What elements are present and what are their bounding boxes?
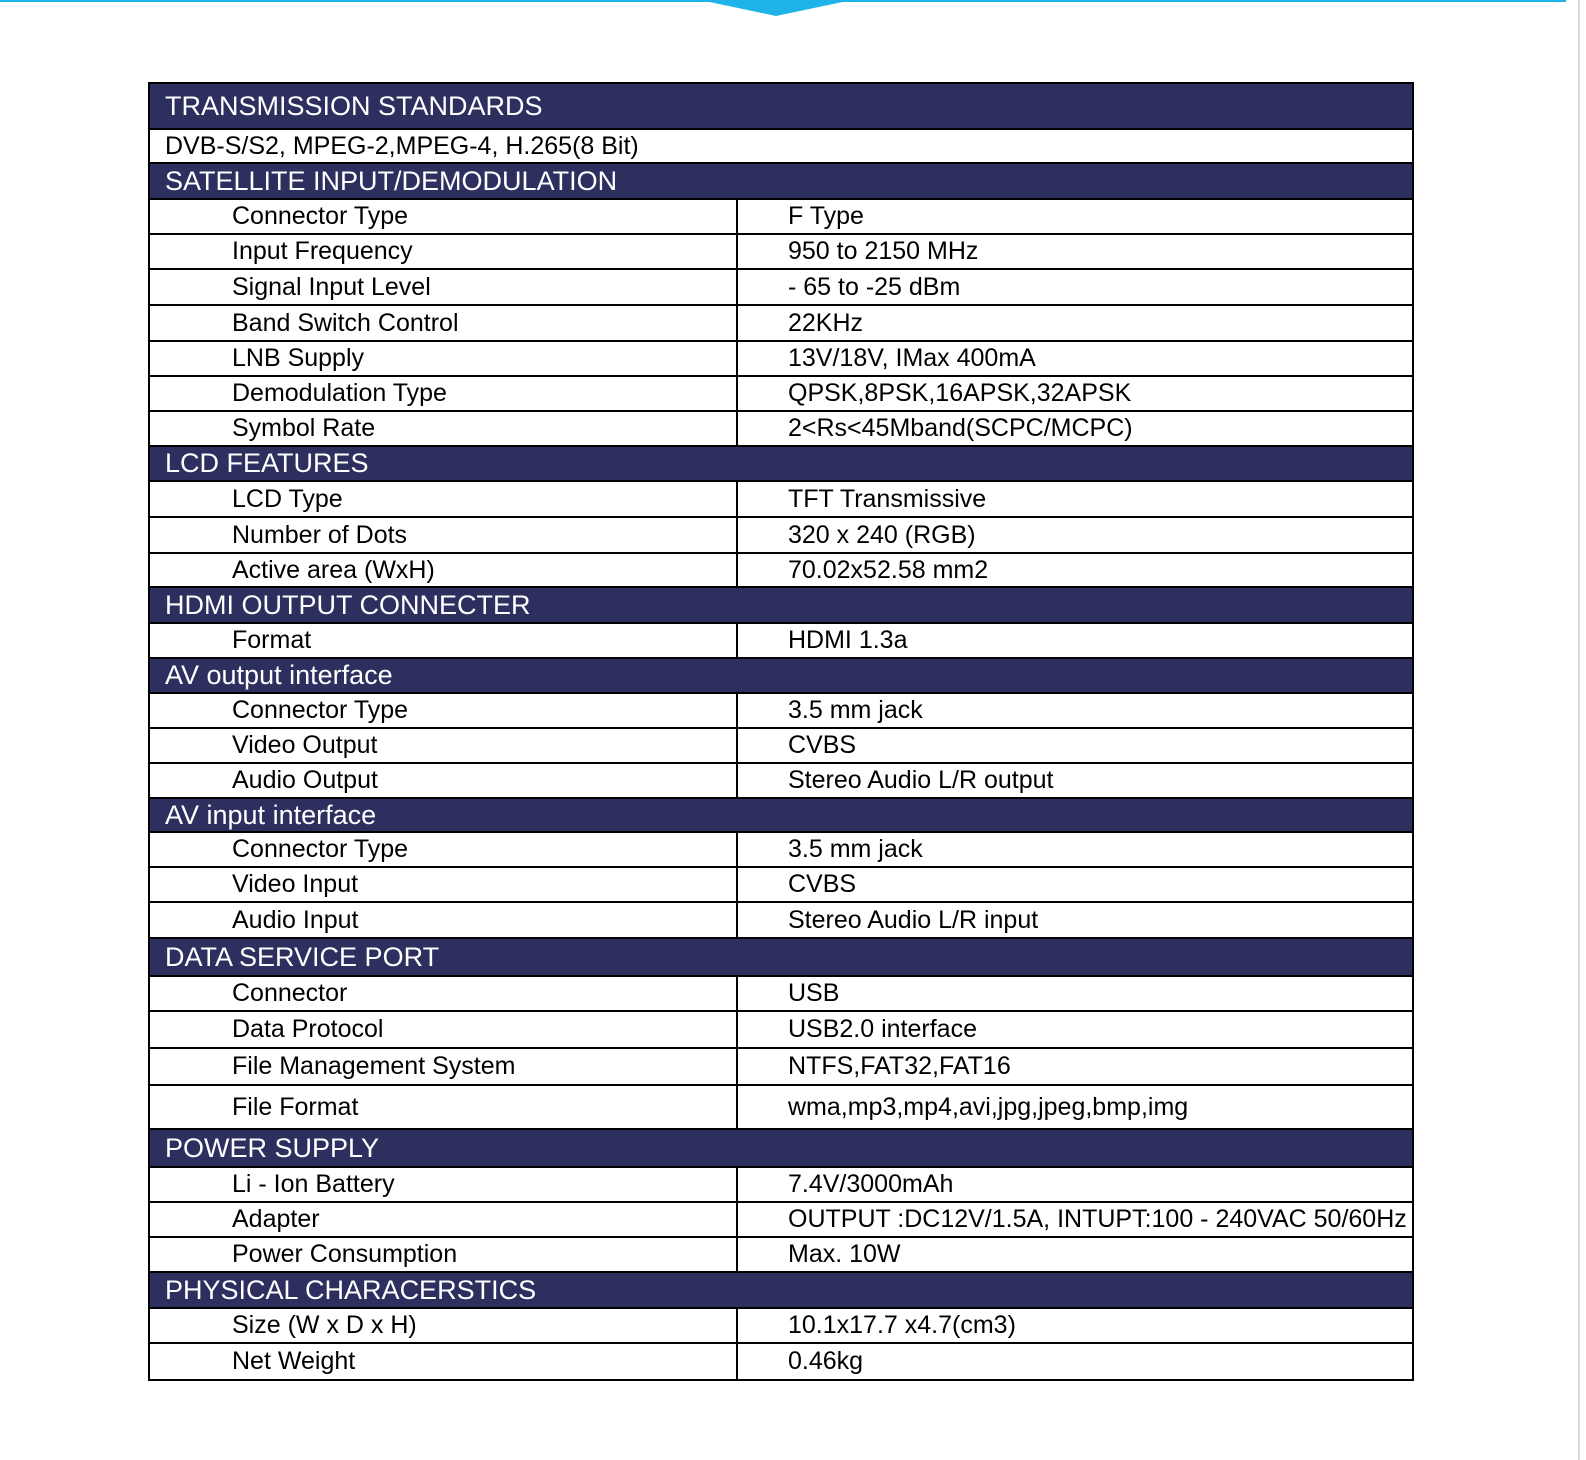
- spec-row: [150, 1084, 1412, 1128]
- section-title: POWER SUPPLY: [165, 1132, 380, 1163]
- spec-label: Active area (WxH): [150, 554, 738, 586]
- spec-label: Audio Output: [150, 764, 738, 797]
- spec-label: Signal Input Level: [150, 270, 738, 304]
- spec-value: 2<Rs<45Mband(SCPC/MCPC): [788, 414, 1133, 442]
- section-title: AV output interface: [165, 660, 393, 690]
- spec-label: LNB Supply: [150, 342, 738, 375]
- section-title: DATA SERVICE PORT: [165, 941, 440, 972]
- spec-value: USB2.0 interface: [788, 1015, 977, 1043]
- spec-label: Format: [150, 624, 738, 657]
- spec-row: [150, 762, 1412, 797]
- spec-row: [150, 198, 1412, 233]
- spec-label: File Format: [150, 1086, 738, 1128]
- spec-value: OUTPUT :DC12V/1.5A, INTUPT:100 - 240VAC 50/60Hz: [788, 1205, 1407, 1233]
- spec-label: Data Protocol: [150, 1012, 738, 1047]
- section-header: [150, 657, 1412, 692]
- spec-value: QPSK,8PSK,16APSK,32APSK: [788, 379, 1132, 407]
- spec-label: Size (W x D x H): [150, 1309, 738, 1342]
- section-header: [150, 937, 1412, 975]
- spec-row: [150, 375, 1412, 410]
- spec-row: [150, 340, 1412, 375]
- spec-value: 10.1x17.7 x4.7(cm3): [788, 1311, 1016, 1339]
- spec-row: [150, 1047, 1412, 1084]
- spec-label: Band Switch Control: [150, 306, 738, 340]
- section-header: [150, 1128, 1412, 1166]
- section-header: [150, 84, 1412, 128]
- section-header: [150, 797, 1412, 831]
- spec-value: Max. 10W: [788, 1240, 901, 1268]
- spec-value: F Type: [788, 202, 864, 230]
- spec-label: Adapter: [150, 1203, 738, 1236]
- spec-value: - 65 to -25 dBm: [788, 272, 961, 301]
- spec-value: 0.46kg: [788, 1347, 864, 1375]
- spec-value: Stereo Audio L/R output: [788, 766, 1054, 794]
- full-row-text: DVB-S/S2, MPEG-2,MPEG-4, H.265(8 Bit): [165, 131, 639, 160]
- spec-label: Net Weight: [150, 1344, 738, 1379]
- full-width-row: [150, 128, 1412, 162]
- spec-value: 3.5 mm jack: [788, 696, 923, 724]
- spec-row: [150, 268, 1412, 304]
- spec-value: CVBS: [788, 870, 857, 898]
- spec-label: Connector Type: [150, 200, 738, 233]
- spec-value: 70.02x52.58 mm2: [788, 555, 989, 584]
- spec-value: HDMI 1.3a: [788, 626, 908, 654]
- spec-row: [150, 1010, 1412, 1047]
- spec-row: [150, 901, 1412, 937]
- spec-label: Audio Input: [150, 903, 738, 937]
- spec-row: [150, 233, 1412, 268]
- spec-value: Stereo Audio L/R input: [788, 905, 1039, 934]
- section-title: LCD FEATURES: [165, 448, 369, 478]
- spec-label: Li - Ion Battery: [150, 1168, 738, 1201]
- spec-row: [150, 866, 1412, 901]
- spec-value: TFT Transmissive: [788, 484, 987, 513]
- section-header: [150, 162, 1412, 198]
- section-header: [150, 445, 1412, 480]
- spec-row: [150, 692, 1412, 727]
- spec-value: 13V/18V, IMax 400mA: [788, 344, 1036, 372]
- spec-label: LCD Type: [150, 482, 738, 516]
- spec-label: Connector Type: [150, 833, 738, 866]
- spec-value: 22KHz: [788, 308, 864, 337]
- spec-label: File Management System: [150, 1049, 738, 1084]
- spec-value: wma,mp3,mp4,avi,jpg,jpeg,bmp,img: [788, 1092, 1189, 1121]
- spec-value: 950 to 2150 MHz: [788, 237, 979, 265]
- spec-label: Demodulation Type: [150, 377, 738, 410]
- spec-label: Connector Type: [150, 694, 738, 727]
- spec-row: [150, 410, 1412, 445]
- spec-value: 320 x 240 (RGB): [788, 520, 976, 549]
- section-title: SATELLITE INPUT/DEMODULATION: [165, 165, 618, 196]
- spec-row: [150, 1201, 1412, 1236]
- spec-row: [150, 622, 1412, 657]
- section-header: [150, 1271, 1412, 1307]
- section-title: TRANSMISSION STANDARDS: [165, 90, 543, 121]
- page-right-edge: [1578, 0, 1580, 1460]
- spec-row: [150, 1342, 1412, 1379]
- spec-label: Symbol Rate: [150, 412, 738, 445]
- spec-row: [150, 727, 1412, 762]
- spec-row: [150, 552, 1412, 586]
- section-title: HDMI OUTPUT CONNECTER: [165, 589, 531, 620]
- spec-row: [150, 1166, 1412, 1201]
- spec-value: 3.5 mm jack: [788, 835, 923, 863]
- spec-row: [150, 1307, 1412, 1342]
- spec-value: CVBS: [788, 731, 857, 759]
- spec-row: [150, 480, 1412, 516]
- spec-row: [150, 831, 1412, 866]
- section-title: PHYSICAL CHARACERSTICS: [165, 1274, 537, 1305]
- spec-value: NTFS,FAT32,FAT16: [788, 1052, 1011, 1080]
- spec-label: Power Consumption: [150, 1238, 738, 1271]
- section-title: AV input interface: [165, 799, 377, 830]
- spec-table: [148, 82, 1414, 1381]
- spec-row: [150, 304, 1412, 340]
- spec-row: [150, 516, 1412, 552]
- section-header: [150, 586, 1412, 622]
- spec-label: Input Frequency: [150, 235, 738, 268]
- spec-value: 7.4V/3000mAh: [788, 1170, 954, 1198]
- spec-label: Video Output: [150, 729, 738, 762]
- spec-row: [150, 1236, 1412, 1271]
- spec-label: Connector: [150, 977, 738, 1010]
- top-accent-notch: [700, 0, 852, 16]
- spec-label: Number of Dots: [150, 518, 738, 552]
- spec-row: [150, 975, 1412, 1010]
- spec-value: USB: [788, 979, 840, 1007]
- spec-label: Video Input: [150, 868, 738, 901]
